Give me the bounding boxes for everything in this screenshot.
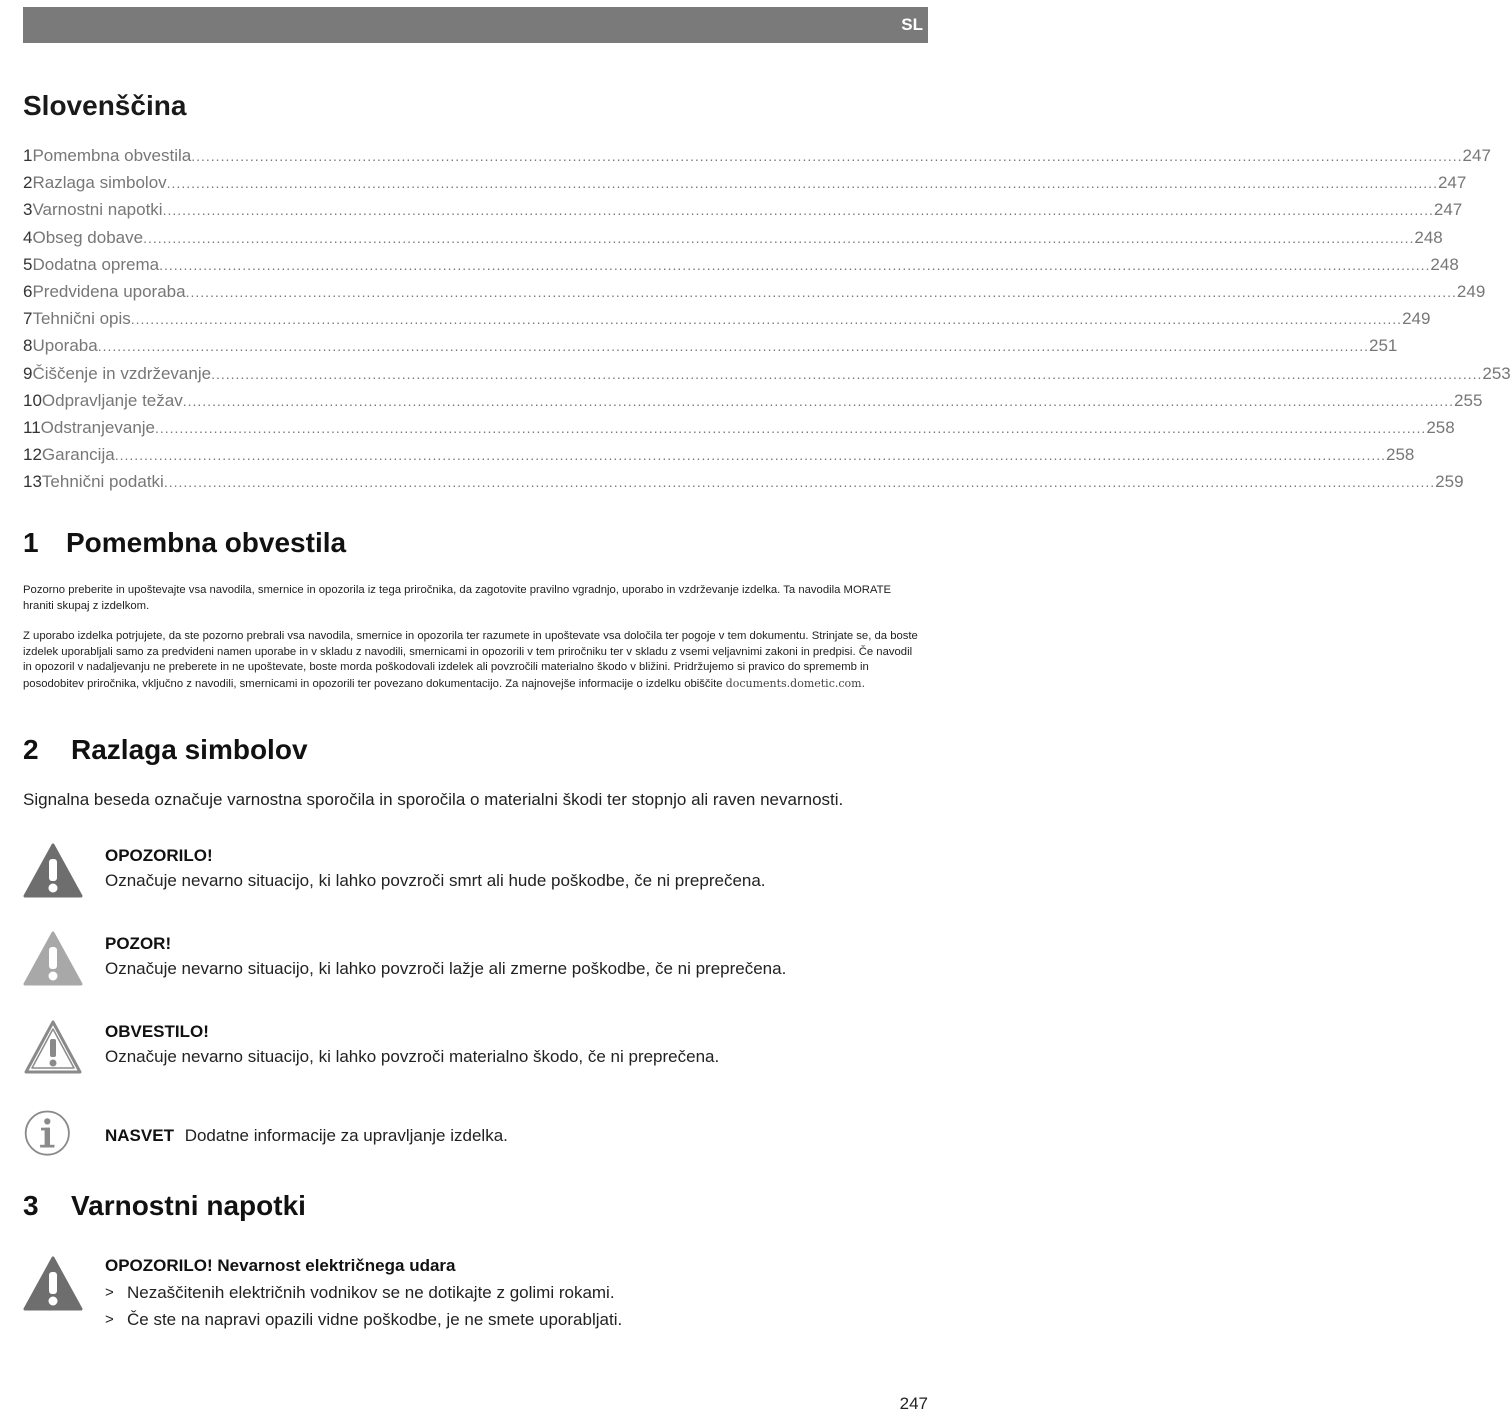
toc-entry[interactable] — [23, 227, 1443, 255]
toc-entry[interactable] — [23, 472, 1464, 499]
toc-entry-title: Tehnični opis — [32, 309, 131, 329]
section-1-heading — [23, 527, 346, 559]
warning-notice — [23, 843, 923, 899]
warning-description: Označuje nevarno situacijo, ki lahko povzroči smrt ali hude poškodbe, če ni preprečena. — [105, 871, 766, 890]
bullet-arrow-icon: > — [105, 1284, 114, 1301]
section-number: 1 — [23, 527, 39, 558]
toc-entry-number: 1 — [23, 146, 33, 165]
toc-leader-dots: .................................................................................................................................................................................................................................................................... — [97, 338, 1369, 355]
toc-leader-dots: .................................................................................................................................................................................................................................................................... — [155, 419, 1427, 436]
notice-notice — [23, 1019, 923, 1075]
toc-entry-page: 248 — [1414, 227, 1443, 247]
toc-entry-number: 4 — [23, 227, 33, 247]
toc-entry-title: Tehnični podatki — [41, 472, 164, 492]
toc-entry-page: 248 — [1430, 254, 1459, 274]
toc-entry-title: Dodatna oprema — [32, 254, 160, 274]
toc-leader-dots: .................................................................................................................................................................................................................................................................... — [114, 447, 1386, 464]
toc-entry-title: Pomembna obvestila — [32, 146, 192, 165]
tip-label: NASVET — [105, 1126, 174, 1145]
toc-leader-dots: .................................................................................................................................................................................................................................................................... — [130, 311, 1403, 328]
caution-triangle-icon — [23, 931, 83, 987]
toc-entry-number: 8 — [23, 336, 33, 356]
info-icon — [23, 1107, 77, 1161]
warning-triangle-icon — [23, 1256, 83, 1312]
section-number: 3 — [23, 1190, 39, 1221]
toc-entry-number: 6 — [23, 281, 33, 301]
toc-entry-number: 13 — [23, 472, 42, 492]
toc-entry-number: 2 — [23, 173, 33, 193]
section-2-intro: Signalna beseda označuje varnostna sporočila in sporočila o materialni škodi ter stopnjo ali raven nevarnosti. — [23, 790, 844, 809]
caution-label: POZOR! — [105, 934, 172, 953]
toc-entry-number: 12 — [23, 445, 42, 465]
notice-description: Označuje nevarno situacijo, ki lahko povzroči materialno škodo, če ni preprečena. — [105, 1047, 720, 1066]
toc-entry[interactable] — [23, 309, 1431, 336]
toc-entry-title: Varnostni napotki — [32, 200, 163, 220]
documents-link[interactable]: documents.dometic.com. — [725, 676, 866, 690]
toc-entry-title: Uporaba — [32, 336, 98, 356]
paragraph-text: Z uporabo izdelka potrjujete, da ste pozorno prebrali vsa navodila, smernice in opozorila ter razumete in upoštevate vsa določila ter pogoje v tem dokumentu. Strinjate se, da boste izdelek uporabljali samo za predvideni namen uporabe in v skladu z navodili, smernicami in opozorili v tem priročniku ter v skladu z vsemi veljavnimi zakoni in predpisi. Če navodil in opozoril v nadaljevanju ne preberete in ne upoštevate, boste morda poškodovali izdelek ali povzročili materialno škodo v bližini. Pridržujemo si pravico do sprememb in posodobitev priročnika, vključno z navodili, smernicami in opozorili ter povezano dokumentacijo. Za najnovejše informacije o izdelku obiščite — [23, 630, 918, 690]
toc-entry[interactable] — [23, 173, 1467, 200]
toc-entry[interactable] — [23, 445, 1415, 472]
section-title: Pomembna obvestila — [66, 527, 347, 558]
section-title: Varnostni napotki — [71, 1190, 306, 1221]
bullet-arrow-icon: > — [105, 1311, 114, 1328]
caution-description: Označuje nevarno situacijo, ki lahko povzroči lažje ali zmerne poškodbe, če ni preprečena. — [105, 959, 787, 978]
toc-leader-dots: .................................................................................................................................................................................................................................................................... — [166, 175, 1438, 192]
electric-shock-warning-label: OPOZORILO! Nevarnost električnega udara — [105, 1256, 456, 1275]
toc-entry-number: 9 — [23, 363, 33, 383]
safety-bullet-list — [105, 1279, 925, 1333]
toc-leader-dots: .................................................................................................................................................................................................................................................................... — [185, 283, 1457, 300]
page-number: 247 — [899, 1394, 928, 1413]
section-3-heading — [23, 1190, 306, 1222]
toc-entry[interactable] — [23, 363, 1511, 391]
toc-entry[interactable] — [23, 336, 1398, 363]
section-title: Razlaga simbolov — [71, 734, 308, 765]
notice-triangle-icon — [23, 1019, 83, 1075]
section-number: 2 — [23, 734, 39, 765]
section-1-paragraph-1: Pozorno preberite in upoštevajte vsa navodila, smernice in opozorila iz tega priročnika, da zagotovite pravilno vgradnjo, uporabo in vzdrževanje izdelka. Ta navodila MORATE hraniti skupaj z izdelkom. — [23, 584, 892, 612]
toc-leader-dots: .................................................................................................................................................................................................................................................................... — [162, 202, 1434, 219]
toc-entry-page: 249 — [1456, 281, 1486, 301]
toc-entry-title: Odpravljanje težav — [41, 390, 183, 410]
table-of-contents — [23, 146, 1511, 499]
toc-leader-dots: .................................................................................................................................................................................................................................................................... — [163, 474, 1436, 491]
toc-entry-number: 11 — [23, 417, 41, 437]
toc-entry-number: 3 — [23, 200, 33, 220]
language-code: SL — [901, 15, 923, 34]
toc-entry-page: 258 — [1386, 445, 1415, 465]
toc-entry-page: 253 — [1482, 363, 1511, 383]
section-2-heading — [23, 734, 308, 766]
notice-label: OBVESTILO! — [105, 1022, 209, 1041]
toc-entry-number: 7 — [23, 309, 33, 329]
toc-entry[interactable] — [23, 254, 1459, 282]
toc-leader-dots: .................................................................................................................................................................................................................................................................... — [182, 392, 1455, 409]
toc-entry-title: Čiščenje in vzdrževanje — [32, 363, 212, 383]
bullet-text: Nezaščitenih električnih vodnikov se ne dotikajte z golimi rokami. — [127, 1283, 615, 1302]
toc-entry[interactable] — [23, 146, 1491, 173]
toc-leader-dots: .................................................................................................................................................................................................................................................................... — [143, 229, 1415, 246]
toc-entry-title: Predvidena uporaba — [32, 281, 186, 301]
toc-entry-title: Garancija — [41, 445, 115, 465]
toc-entry-page: 251 — [1369, 336, 1398, 356]
toc-leader-dots: .................................................................................................................................................................................................................................................................... — [211, 365, 1483, 382]
warning-triangle-icon — [23, 843, 83, 899]
electric-shock-warning — [23, 1253, 923, 1343]
toc-entry-number: 5 — [23, 254, 33, 274]
toc-entry-title: Razlaga simbolov — [32, 173, 167, 193]
list-item — [105, 1279, 925, 1306]
section-1-paragraph-2 — [23, 629, 923, 692]
toc-leader-dots: .................................................................................................................................................................................................................................................................... — [191, 148, 1463, 164]
toc-entry[interactable] — [23, 417, 1455, 445]
document-title: Slovenščina — [23, 90, 187, 121]
tip-description: Dodatne informacije za upravljanje izdelka. — [184, 1126, 508, 1145]
toc-entry-number: 10 — [23, 390, 42, 410]
tip-notice — [23, 1107, 923, 1163]
toc-entry[interactable] — [23, 200, 1463, 227]
toc-entry-page: 247 — [1462, 146, 1491, 165]
toc-leader-dots: .................................................................................................................................................................................................................................................................... — [159, 256, 1431, 273]
list-item — [105, 1306, 925, 1333]
toc-entry-title: Odstranjevanje — [40, 417, 155, 437]
toc-entry-page: 259 — [1435, 472, 1464, 492]
toc-entry-page: 249 — [1402, 309, 1431, 329]
toc-entry-page: 247 — [1433, 200, 1463, 220]
caution-notice — [23, 931, 923, 987]
warning-label: OPOZORILO! — [105, 846, 213, 865]
toc-entry-page: 258 — [1426, 417, 1455, 437]
toc-entry-page: 255 — [1454, 390, 1483, 410]
toc-entry-page: 247 — [1437, 173, 1467, 193]
toc-entry[interactable] — [23, 390, 1483, 418]
toc-entry-title: Obseg dobave — [32, 227, 144, 247]
toc-entry[interactable] — [23, 281, 1486, 309]
header-bar — [23, 7, 928, 43]
bullet-text: Če ste na napravi opazili vidne poškodbe, je ne smete uporabljati. — [127, 1310, 623, 1329]
